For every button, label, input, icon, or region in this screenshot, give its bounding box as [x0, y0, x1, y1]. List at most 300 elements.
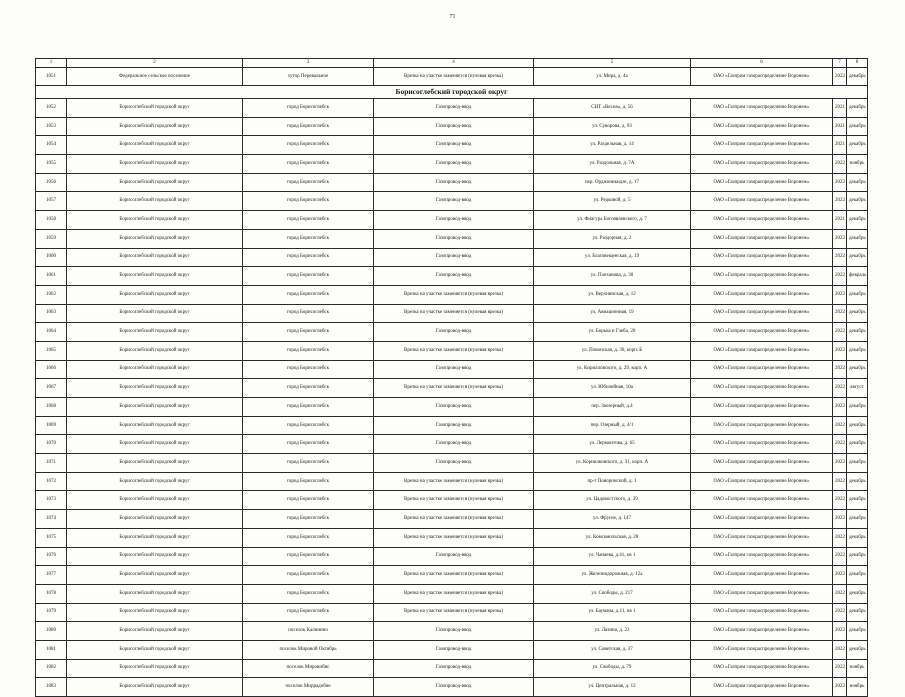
year-cell: 2022 — [833, 304, 847, 323]
operator-cell: ОАО «Газпром газораспределение Воронеж» — [691, 622, 833, 641]
row-number: 1069 — [36, 416, 67, 435]
address-cell: ул. Чапаева, д.41, кв 1 — [534, 547, 691, 566]
operator-cell: ОАО «Газпром газораспределение Воронеж» — [691, 285, 833, 304]
address-cell: ул. Фиагура Богоявленского, д. 7 — [534, 211, 691, 230]
table-row — [36, 267, 868, 286]
locality-cell: город Борисоглебск — [243, 341, 374, 360]
page-number: 71 — [449, 14, 456, 20]
work-type-cell: Газопровод-ввод — [374, 267, 534, 286]
table-row — [36, 360, 868, 379]
month-cell: декабрь — [847, 360, 868, 379]
month-cell: декабрь — [847, 136, 868, 155]
month-cell: декабрь — [847, 285, 868, 304]
row-number: 1081 — [36, 640, 67, 659]
month-cell: декабрь — [847, 528, 868, 547]
work-type-cell: Газопровод-ввод — [374, 678, 534, 697]
row-number: 1056 — [36, 173, 67, 192]
district-cell: Борисоглебский городской округ — [67, 454, 243, 473]
row-number: 1058 — [36, 211, 67, 230]
month-cell: декабрь — [847, 99, 868, 118]
month-cell: декабрь — [847, 435, 868, 454]
row-number: 1057 — [36, 192, 67, 211]
district-cell: Борисоглебский городской округ — [67, 398, 243, 417]
month-cell: декабрь — [847, 192, 868, 211]
address-cell: ул. Редковой, д. 5 — [534, 192, 691, 211]
locality-cell: город Борисоглебск — [243, 510, 374, 529]
operator-cell: ОАО «Газпром газораспределение Воронеж» — [691, 136, 833, 155]
month-cell: декабрь — [847, 603, 868, 622]
year-cell: 2022 — [833, 678, 847, 697]
year-cell: 2022 — [833, 155, 847, 174]
operator-cell: ОАО «Газпром газораспределение Воронеж» — [691, 472, 833, 491]
operator-cell: ОАО «Газпром газораспределение Воронеж» — [691, 528, 833, 547]
district-cell: Борисоглебский городской округ — [67, 416, 243, 435]
row-number: 1053 — [36, 117, 67, 136]
column-number-row — [36, 59, 868, 68]
table-row — [36, 454, 868, 473]
address-cell: пер. Орджоникидзе, д. 17 — [534, 173, 691, 192]
district-cell: Борисоглебский городской округ — [67, 678, 243, 697]
month-cell: декабрь — [847, 416, 868, 435]
district-cell: Борисоглебский городской округ — [67, 491, 243, 510]
month-cell: декабрь — [847, 584, 868, 603]
row-number: 1076 — [36, 547, 67, 566]
work-type-cell: Газопровод-ввод — [374, 117, 534, 136]
month-cell: декабрь — [847, 173, 868, 192]
year-cell: 2022 — [833, 454, 847, 473]
district-cell: Борисоглебский городской округ — [67, 285, 243, 304]
section-title: Борисоглебский городской округ — [36, 86, 868, 99]
locality-cell: город Борисоглебск — [243, 248, 374, 267]
district-cell: Борисоглебский городской округ — [67, 640, 243, 659]
table-row — [36, 211, 868, 230]
table-row — [36, 379, 868, 398]
address-cell: СНТ «Весна», д. 56 — [534, 99, 691, 118]
operator-cell: ОАО «Газпром газораспределение Воронеж» — [691, 435, 833, 454]
month-cell: ноябрь — [847, 155, 868, 174]
district-cell: Борисоглебский городской округ — [67, 341, 243, 360]
year-cell: 2021 — [833, 117, 847, 136]
address-cell: ул. Железнодорожная, д. 12а — [534, 566, 691, 585]
address-cell: пр-т Поворинский, д. 1 — [534, 472, 691, 491]
table-row — [36, 472, 868, 491]
operator-cell: ОАО «Газпром газораспределение Воронеж» — [691, 603, 833, 622]
address-cell: ул. Повонская, д. 30, корп. Б — [534, 341, 691, 360]
month-cell: декабрь — [847, 510, 868, 529]
table-row — [36, 622, 868, 641]
work-type-cell: Газопровод-ввод — [374, 211, 534, 230]
column-number: 3 — [243, 59, 374, 68]
work-type-cell: Врезка на участке заменяется (нулевая врезка) — [374, 472, 534, 491]
table-row — [36, 510, 868, 529]
table-row — [36, 117, 868, 136]
address-cell: ул. Раздольная, д. 7А — [534, 155, 691, 174]
address-cell: ул. Лермонтова, д. 65 — [534, 435, 691, 454]
operator-cell: ОАО «Газпром газораспределение Воронеж» — [691, 547, 833, 566]
address-cell: ул. Свободы, д. 217 — [534, 584, 691, 603]
column-number: 1 — [36, 59, 67, 68]
row-number: 1065 — [36, 341, 67, 360]
work-type-cell: Врезка на участке заменяется (нулевая врезка) — [374, 566, 534, 585]
work-type-cell: Газопровод-ввод — [374, 435, 534, 454]
operator-cell: ОАО «Газпром газораспределение Воронеж» — [691, 155, 833, 174]
operator-cell: ОАО «Газпром газораспределение Воронеж» — [691, 248, 833, 267]
locality-cell: город Борисоглебск — [243, 472, 374, 491]
operator-cell: ОАО «Газпром газораспределение Воронеж» — [691, 491, 833, 510]
column-number: 2 — [67, 59, 243, 68]
year-cell: 2021 — [833, 136, 847, 155]
row-number: 1061 — [36, 267, 67, 286]
row-number: 1064 — [36, 323, 67, 342]
row-number: 1082 — [36, 659, 67, 678]
column-number: 4 — [374, 59, 534, 68]
table-row — [36, 603, 868, 622]
district-cell: Борисоглебский городской округ — [67, 323, 243, 342]
address-cell: ул. Кирилловского, д. 29, корп. А — [534, 360, 691, 379]
row-number: 1083 — [36, 678, 67, 697]
row-number: 1078 — [36, 584, 67, 603]
table-row — [36, 659, 868, 678]
operator-cell: ОАО «Газпром газораспределение Воронеж» — [691, 678, 833, 697]
year-cell: 2022 — [833, 360, 847, 379]
year-cell: 2022 — [833, 435, 847, 454]
year-cell: 2022 — [833, 566, 847, 585]
locality-cell: город Борисоглебск — [243, 454, 374, 473]
locality-cell: город Борисоглебск — [243, 267, 374, 286]
row-number: 1059 — [36, 229, 67, 248]
work-type-cell: Газопровод-ввод — [374, 416, 534, 435]
operator-cell: ОАО «Газпром газораспределение Воронеж» — [691, 323, 833, 342]
work-type-cell: Газопровод-ввод — [374, 99, 534, 118]
district-cell: Борисоглебский городской округ — [67, 603, 243, 622]
row-number: 1068 — [36, 398, 67, 417]
work-type-cell: Газопровод-ввод — [374, 155, 534, 174]
district-cell: Борисоглебский городской округ — [67, 211, 243, 230]
table-row — [36, 229, 868, 248]
work-type-cell: Врезка на участке заменяется (нулевая врезка) — [374, 528, 534, 547]
table-row — [36, 68, 868, 86]
table-row — [36, 416, 868, 435]
month-cell: декабрь — [847, 640, 868, 659]
month-cell: февраль — [847, 267, 868, 286]
address-cell: ул. Юбилейная, 10а — [534, 379, 691, 398]
month-cell: декабрь — [847, 622, 868, 641]
table-row — [36, 640, 868, 659]
district-cell: Борисоглебский городской округ — [67, 248, 243, 267]
row-number: 1070 — [36, 435, 67, 454]
locality-cell: город Борисоглебск — [243, 229, 374, 248]
district-cell: Борисоглебский городской округ — [67, 379, 243, 398]
district-cell: Федеральное сельское поселение — [67, 68, 243, 86]
year-cell: 2022 — [833, 510, 847, 529]
locality-cell: город Борисоглебск — [243, 547, 374, 566]
address-cell: ул. Лазина, д. 22 — [534, 622, 691, 641]
district-cell: Борисоглебский городской округ — [67, 304, 243, 323]
year-cell: 2022 — [833, 68, 847, 86]
work-type-cell: Врезка на участке заменяется (нулевая врезка) — [374, 584, 534, 603]
locality-cell: город Борисоглебск — [243, 211, 374, 230]
locality-cell: город Борисоглебск — [243, 99, 374, 118]
month-cell: ноябрь — [847, 678, 868, 697]
district-cell: Борисоглебский городской округ — [67, 566, 243, 585]
row-number: 1060 — [36, 248, 67, 267]
month-cell: декабрь — [847, 491, 868, 510]
locality-cell: город Борисоглебск — [243, 173, 374, 192]
year-cell: 2022 — [833, 472, 847, 491]
locality-cell: город Борисоглебск — [243, 285, 374, 304]
column-number: 5 — [534, 59, 691, 68]
operator-cell: ОАО «Газпром газораспределение Воронеж» — [691, 360, 833, 379]
operator-cell: ОАО «Газпром газораспределение Воронеж» — [691, 510, 833, 529]
year-cell: 2022 — [833, 248, 847, 267]
year-cell: 2022 — [833, 398, 847, 417]
work-type-cell: Врезка на участке заменяется (нулевая врезка) — [374, 510, 534, 529]
row-number: 1062 — [36, 285, 67, 304]
operator-cell: ОАО «Газпром газораспределение Воронеж» — [691, 229, 833, 248]
row-number: 1052 — [36, 99, 67, 118]
work-type-cell: Врезка на участке заменяется (нулевая врезка) — [374, 68, 534, 86]
address-cell: ул. Баумана, д.11, кв 1 — [534, 603, 691, 622]
month-cell: ноябрь — [847, 659, 868, 678]
district-cell: Борисоглебский городской округ — [67, 659, 243, 678]
address-cell: ул. Мира, д. 4а — [534, 68, 691, 86]
district-cell: Борисоглебский городской округ — [67, 99, 243, 118]
work-type-cell: Газопровод-ввод — [374, 136, 534, 155]
table-row — [36, 99, 868, 118]
address-cell: пер. Озерный, д. 4/1 — [534, 416, 691, 435]
month-cell: декабрь — [847, 211, 868, 230]
year-cell: 2022 — [833, 603, 847, 622]
table-row — [36, 304, 868, 323]
locality-cell: город Борисоглебск — [243, 491, 374, 510]
table-row — [36, 491, 868, 510]
year-cell: 2022 — [833, 622, 847, 641]
address-cell: ул. Фрунзе, д. 147 — [534, 510, 691, 529]
operator-cell: ОАО «Газпром газораспределение Воронеж» — [691, 659, 833, 678]
row-number: 1054 — [36, 136, 67, 155]
operator-cell: ОАО «Газпром газораспределение Воронеж» — [691, 640, 833, 659]
operator-cell: ОАО «Газпром газораспределение Воронеж» — [691, 99, 833, 118]
work-type-cell: Газопровод-ввод — [374, 622, 534, 641]
month-cell: декабрь — [847, 341, 868, 360]
operator-cell: ОАО «Газпром газораспределение Воронеж» — [691, 173, 833, 192]
year-cell: 2021 — [833, 99, 847, 118]
column-number: 6 — [691, 59, 833, 68]
work-type-cell: Газопровод-ввод — [374, 360, 534, 379]
locality-cell: поселок Мировой Октябрь — [243, 640, 374, 659]
year-cell: 2022 — [833, 416, 847, 435]
district-cell: Борисоглебский городской округ — [67, 547, 243, 566]
row-number: 1073 — [36, 491, 67, 510]
year-cell: 2021 — [833, 211, 847, 230]
district-cell: Борисоглебский городской округ — [67, 510, 243, 529]
year-cell: 2022 — [833, 323, 847, 342]
operator-cell: ОАО «Газпром газораспределение Воронеж» — [691, 566, 833, 585]
district-cell: Борисоглебский городской округ — [67, 622, 243, 641]
month-cell: декабрь — [847, 472, 868, 491]
column-number: 7 — [833, 59, 847, 68]
district-cell: Борисоглебский городской округ — [67, 360, 243, 379]
locality-cell: город Борисоглебск — [243, 416, 374, 435]
month-cell: декабрь — [847, 566, 868, 585]
operator-cell: ОАО «Газпром газораспределение Воронеж» — [691, 416, 833, 435]
table-row — [36, 341, 868, 360]
work-type-cell: Врезка на участке заменяется (нулевая врезка) — [374, 603, 534, 622]
address-cell: ул. Суворова, д. 93 — [534, 117, 691, 136]
work-type-cell: Газопровод-ввод — [374, 173, 534, 192]
district-cell: Борисоглебский городской округ — [67, 229, 243, 248]
section-row — [36, 86, 868, 99]
locality-cell: город Борисоглебск — [243, 136, 374, 155]
work-type-cell: Газопровод-ввод — [374, 454, 534, 473]
work-type-cell: Газопровод-ввод — [374, 192, 534, 211]
address-cell: ул. Комсомольская, д. 28 — [534, 528, 691, 547]
year-cell: 2022 — [833, 267, 847, 286]
locality-cell: город Борисоглебск — [243, 435, 374, 454]
locality-cell: город Борисоглебск — [243, 117, 374, 136]
address-cell: ул. Плеханова, д. 30 — [534, 267, 691, 286]
table-row — [36, 155, 868, 174]
row-number: 1071 — [36, 454, 67, 473]
row-number: 1051 — [36, 68, 67, 86]
locality-cell: город Борисоглебск — [243, 528, 374, 547]
operator-cell: ОАО «Газпром газораспределение Воронеж» — [691, 211, 833, 230]
district-cell: Борисоглебский городской округ — [67, 435, 243, 454]
month-cell: декабрь — [847, 547, 868, 566]
work-type-cell: Врезка на участке заменяется (нулевая врезка) — [374, 304, 534, 323]
address-cell: ул. Раздельная, д. 14 — [534, 136, 691, 155]
locality-cell: город Борисоглебск — [243, 304, 374, 323]
operator-cell: ОАО «Газпром газораспределение Воронеж» — [691, 304, 833, 323]
address-cell: ул. Цадовостского, д. 39 — [534, 491, 691, 510]
operator-cell: ОАО «Газпром газораспределение Воронеж» — [691, 584, 833, 603]
district-cell: Борисоглебский городской округ — [67, 173, 243, 192]
locality-cell: город Борисоглебск — [243, 603, 374, 622]
address-cell: ул. Верхнинская, д. 12 — [534, 285, 691, 304]
operator-cell: ОАО «Газпром газораспределение Воронеж» — [691, 267, 833, 286]
address-cell: ул. Авиационная, 19 — [534, 304, 691, 323]
locality-cell: поселок Калинино — [243, 622, 374, 641]
locality-cell: поселок Мировибнс — [243, 659, 374, 678]
address-cell: ул. Раздорная, д. 2 — [534, 229, 691, 248]
locality-cell: город Борисоглебск — [243, 155, 374, 174]
row-number: 1074 — [36, 510, 67, 529]
table-row — [36, 547, 868, 566]
work-type-cell: Газопровод-ввод — [374, 248, 534, 267]
month-cell: декабрь — [847, 117, 868, 136]
year-cell: 2022 — [833, 584, 847, 603]
table-body — [36, 59, 868, 697]
row-number: 1075 — [36, 528, 67, 547]
year-cell: 2022 — [833, 173, 847, 192]
year-cell: 2022 — [833, 192, 847, 211]
month-cell: декабрь — [847, 248, 868, 267]
address-cell: ул. Советская, д. 37 — [534, 640, 691, 659]
operator-cell: ОАО «Газпром газораспределение Воронеж» — [691, 379, 833, 398]
row-number: 1080 — [36, 622, 67, 641]
row-number: 1072 — [36, 472, 67, 491]
locality-cell: город Борисоглебск — [243, 323, 374, 342]
table-row — [36, 398, 868, 417]
gas-works-table — [35, 58, 868, 697]
table-row — [36, 435, 868, 454]
row-number: 1077 — [36, 566, 67, 585]
year-cell: 2022 — [833, 379, 847, 398]
locality-cell: поселок Миррадобне — [243, 678, 374, 697]
year-cell: 2022 — [833, 547, 847, 566]
month-cell: декабрь — [847, 454, 868, 473]
month-cell: декабрь — [847, 323, 868, 342]
month-cell: декабрь — [847, 68, 868, 86]
district-cell: Борисоглебский городской округ — [67, 528, 243, 547]
work-type-cell: Врезка на участке заменяется (нулевая врезка) — [374, 341, 534, 360]
work-type-cell: Газопровод-ввод — [374, 547, 534, 566]
table-row — [36, 528, 868, 547]
work-type-cell: Газопровод-ввод — [374, 659, 534, 678]
table-row — [36, 323, 868, 342]
year-cell: 2022 — [833, 491, 847, 510]
work-type-cell: Газопровод-ввод — [374, 229, 534, 248]
locality-cell: город Борисоглебск — [243, 566, 374, 585]
year-cell: 2022 — [833, 229, 847, 248]
district-cell: Борисоглебский городской округ — [67, 136, 243, 155]
operator-cell: ОАО «Газпром газораспределение Воронеж» — [691, 398, 833, 417]
district-cell: Борисоглебский городской округ — [67, 155, 243, 174]
locality-cell: город Борисоглебск — [243, 398, 374, 417]
table-row — [36, 173, 868, 192]
table-row — [36, 192, 868, 211]
address-cell: ул. Благовещенская, д. 19 — [534, 248, 691, 267]
row-number: 1066 — [36, 360, 67, 379]
month-cell: август — [847, 379, 868, 398]
year-cell: 2022 — [833, 285, 847, 304]
row-number: 1079 — [36, 603, 67, 622]
month-cell: декабрь — [847, 229, 868, 248]
row-number: 1067 — [36, 379, 67, 398]
table-row — [36, 285, 868, 304]
address-cell: пер. Заозерный, д.4 — [534, 398, 691, 417]
district-cell: Борисоглебский городской округ — [67, 192, 243, 211]
row-number: 1063 — [36, 304, 67, 323]
operator-cell: ОАО «Газпром газораспределение Воронеж» — [691, 454, 833, 473]
table-row — [36, 584, 868, 603]
address-cell: ул. Корнилковского, д. 31, корп. А — [534, 454, 691, 473]
work-type-cell: Врезка на участке заменяется (нулевая врезка) — [374, 491, 534, 510]
table-row — [36, 248, 868, 267]
year-cell: 2022 — [833, 640, 847, 659]
address-cell: ул. Центральная, д. 12 — [534, 678, 691, 697]
operator-cell: ОАО «Газпром газораспределение Воронеж» — [691, 341, 833, 360]
column-number: 8 — [847, 59, 868, 68]
district-cell: Борисоглебский городской округ — [67, 584, 243, 603]
work-type-cell: Газопровод-ввод — [374, 323, 534, 342]
address-cell: ул. Борька и Глеба, 20 — [534, 323, 691, 342]
locality-cell: город Борисоглебск — [243, 192, 374, 211]
row-number: 1055 — [36, 155, 67, 174]
locality-cell: хутор Перевальное — [243, 68, 374, 86]
work-type-cell: Врезка на участке заменяется (нулевая врезка) — [374, 285, 534, 304]
year-cell: 2022 — [833, 528, 847, 547]
locality-cell: город Борисоглебск — [243, 584, 374, 603]
month-cell: декабрь — [847, 304, 868, 323]
year-cell: 2022 — [833, 659, 847, 678]
table-row — [36, 566, 868, 585]
district-cell: Борисоглебский городской округ — [67, 267, 243, 286]
month-cell: декабрь — [847, 398, 868, 417]
operator-cell: ОАО «Газпром газораспределение Воронеж» — [691, 68, 833, 86]
table-row — [36, 678, 868, 697]
work-type-cell: Врезка на участке заменяется (нулевая врезка) — [374, 379, 534, 398]
